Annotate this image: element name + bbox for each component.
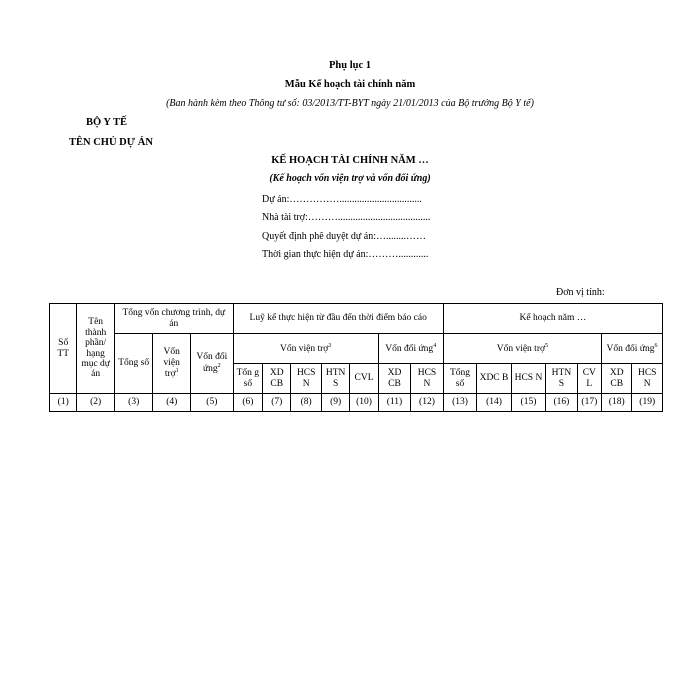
header-total-counterpart: Vốn đối ứng$^2$ (191, 334, 234, 394)
project-owner-name: TÊN CHỦ DỰ ÁN (69, 137, 153, 148)
header-cell: XD CB (602, 364, 632, 394)
header-cell: Tổng số (443, 364, 476, 394)
header-plan-year: Kế hoạch năm … (443, 304, 662, 334)
header-cell: HCS N (511, 364, 545, 394)
column-number: (7) (263, 394, 291, 412)
column-number: (18) (602, 394, 632, 412)
column-number: (17) (577, 394, 601, 412)
column-number: (1) (50, 394, 77, 412)
header-cell: HTN S (546, 364, 577, 394)
column-number: (16) (546, 394, 577, 412)
issued-by-note: (Ban hành kèm theo Thông tư số: 03/2013/TT-BYT ngày 21/01/2013 của Bộ trưởng Bộ Y tế) (166, 98, 534, 109)
column-number: (12) (411, 394, 444, 412)
appendix-label: Phụ lục 1 (328, 60, 371, 71)
header-component-name: Tên thành phần/ hạng mục dự án (77, 304, 115, 394)
unit-label: Đơn vị tính: (556, 287, 605, 298)
header-cell: HCS N (411, 364, 444, 394)
header-cumulative: Luỹ kế thực hiện từ đầu đến thời điểm báo cáo (233, 304, 443, 334)
header-cell: Tổn g số (233, 364, 262, 394)
header-no: Số TT (50, 304, 77, 394)
plan-subtitle: (Kế hoạch vốn viện trợ và vốn đối ứng) (269, 173, 431, 184)
header-cell: XD CB (263, 364, 291, 394)
column-number: (10) (350, 394, 378, 412)
column-number: (15) (511, 394, 545, 412)
header-cumulative-aid: Vốn viện trợ$^3$ (233, 334, 378, 364)
header-total-sum: Tổng số (114, 334, 153, 394)
form-title: Mẫu Kế hoạch tài chính năm (284, 79, 416, 90)
donor-field: Nhà tài trợ:………..................................... (262, 212, 431, 223)
column-number: (5) (191, 394, 234, 412)
ministry-name: BỘ Y TẾ (86, 117, 128, 128)
column-number: (8) (291, 394, 321, 412)
header-cell: HTN S (321, 364, 349, 394)
project-field: Dự án:……………................................. (262, 194, 422, 205)
column-number: (3) (114, 394, 153, 412)
column-number: (4) (153, 394, 191, 412)
header-cell: HCS N (291, 364, 321, 394)
plan-title: KẾ HOẠCH TÀI CHÍNH NĂM … (271, 155, 429, 166)
column-number-row (50, 394, 663, 412)
header-total-aid: Vốn viện trợ$^1$ (153, 334, 191, 394)
column-number: (2) (77, 394, 115, 412)
header-cell: CVL (350, 364, 378, 394)
header-total-capital: Tổng vốn chương trình, dự án (114, 304, 233, 334)
decision-field: Quyết định phê duyệt dự án:…........…… (262, 231, 427, 242)
column-number: (14) (477, 394, 511, 412)
column-number: (19) (632, 394, 663, 412)
header-cell: XD CB (378, 364, 410, 394)
column-number: (6) (233, 394, 262, 412)
header-cell: XDC B (477, 364, 511, 394)
header-cell: CV L (577, 364, 601, 394)
header-plan-aid: Vốn viện trợ$^5$ (443, 334, 601, 364)
financial-plan-table (49, 303, 663, 412)
header-cumulative-counterpart: Vốn đối ứng$^4$ (378, 334, 443, 364)
column-number: (13) (443, 394, 476, 412)
column-number: (11) (378, 394, 410, 412)
duration-field: Thời gian thực hiện dự án:………............ (262, 249, 429, 260)
header-plan-counterpart: Vốn đối ứng$^6$ (602, 334, 663, 364)
column-number: (9) (321, 394, 349, 412)
header-cell: HCS N (632, 364, 663, 394)
